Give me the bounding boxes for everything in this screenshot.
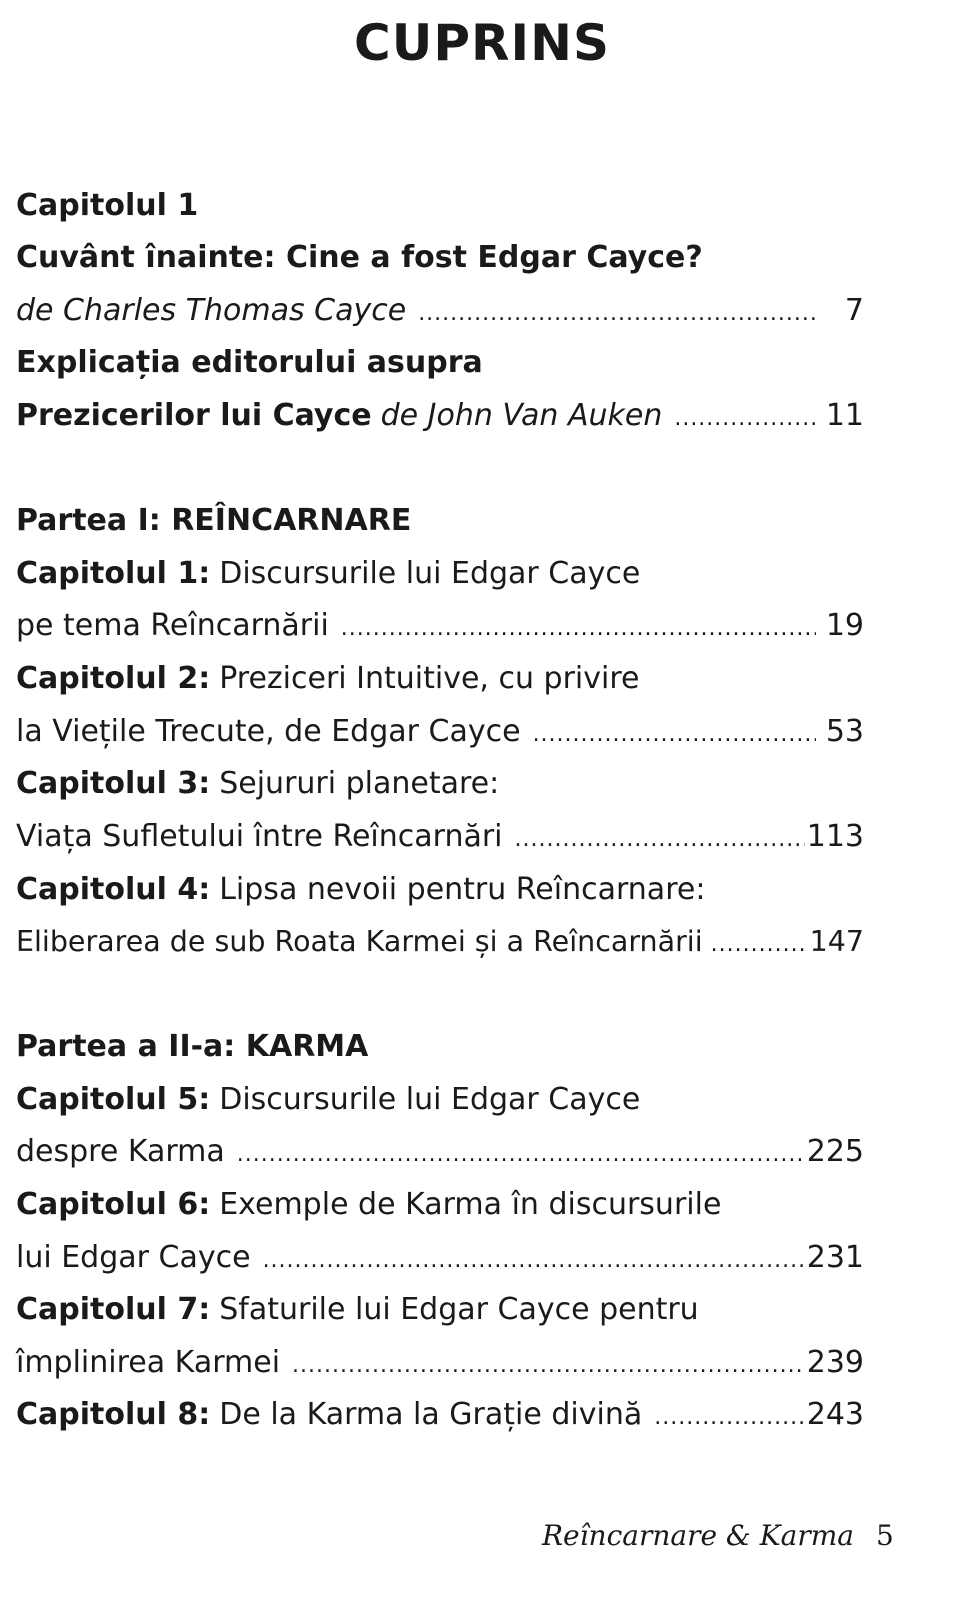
toc-chapter-3-line2[interactable] bbox=[16, 811, 864, 863]
foreword-author: de Charles Thomas Cayce bbox=[16, 293, 407, 328]
toc-chapter-6-line2[interactable] bbox=[16, 1232, 864, 1284]
toc-chapter-1-line1[interactable] bbox=[16, 548, 864, 600]
page-number: 53 bbox=[825, 714, 864, 749]
page-number: 113 bbox=[806, 819, 864, 854]
dot-leader bbox=[674, 393, 816, 445]
toc-chapter-3-line1[interactable] bbox=[16, 758, 864, 810]
part-heading: Partea I: REÎNCARNARE bbox=[16, 503, 412, 538]
editor-note-title: Explicația editorului asupra bbox=[16, 345, 483, 380]
editor-note-subtitle: Prezicerilor lui Cayce bbox=[16, 398, 372, 433]
page-number: 19 bbox=[825, 608, 864, 643]
toc-chapter-2-line2[interactable] bbox=[16, 706, 864, 758]
toc-chapter-5-line1[interactable] bbox=[16, 1074, 864, 1126]
chapter-title-cont: Viața Sufletului între Reîncarnări bbox=[16, 819, 503, 854]
chapter-title-cont: lui Edgar Cayce bbox=[16, 1240, 251, 1275]
toc-chapter-5-line2[interactable] bbox=[16, 1126, 864, 1178]
dot-leader bbox=[654, 1392, 805, 1444]
chapter-label: Capitolul 7: bbox=[16, 1292, 211, 1327]
chapter-title-cont: Eliberarea de sub Roata Karmei și a Reîncarnării bbox=[16, 925, 703, 958]
toc-chapter-6-line1[interactable] bbox=[16, 1179, 864, 1231]
chapter-title-cont: împlinirea Karmei bbox=[16, 1345, 281, 1380]
chapter-title: Sejururi planetare: bbox=[219, 766, 500, 801]
dot-leader bbox=[292, 1340, 805, 1392]
page-number: 225 bbox=[806, 1134, 864, 1169]
dot-leader bbox=[341, 603, 816, 655]
page-number: 243 bbox=[806, 1397, 864, 1432]
dot-leader bbox=[418, 288, 816, 340]
running-footer-title: Reîncarnare & Karma bbox=[541, 1519, 854, 1552]
part1-heading bbox=[16, 495, 864, 547]
chapter-title-cont: despre Karma bbox=[16, 1134, 225, 1169]
dot-leader bbox=[711, 919, 808, 971]
page-number: 147 bbox=[809, 925, 864, 958]
toc-chapter-7-line1[interactable] bbox=[16, 1284, 864, 1336]
dot-leader bbox=[237, 1129, 805, 1181]
editor-note-author: de John Van Auken bbox=[380, 398, 663, 433]
dot-leader bbox=[515, 814, 805, 866]
front-chapter-heading bbox=[16, 180, 864, 232]
chapter-title: Lipsa nevoii pentru Reîncarnare: bbox=[219, 872, 706, 907]
toc-chapter-4-line2[interactable] bbox=[16, 916, 864, 968]
part-heading: Partea a II-a: KARMA bbox=[16, 1029, 369, 1064]
chapter-title: Discursurile lui Edgar Cayce bbox=[219, 556, 641, 591]
toc-chapter-8[interactable] bbox=[16, 1389, 864, 1441]
toc-chapter-1-line2[interactable] bbox=[16, 600, 864, 652]
foreword-title: Cuvânt înainte: Cine a fost Edgar Cayce? bbox=[16, 240, 703, 275]
chapter-title: Exemple de Karma în discursurile bbox=[219, 1187, 722, 1222]
page-number: 7 bbox=[844, 293, 864, 328]
chapter-label: Capitolul 4: bbox=[16, 872, 211, 907]
dot-leader bbox=[533, 709, 816, 761]
toc-entry-foreword[interactable] bbox=[16, 285, 864, 337]
dot-leader bbox=[263, 1235, 805, 1287]
chapter-label: Capitolul 5: bbox=[16, 1082, 211, 1117]
page-title: CUPRINS bbox=[354, 14, 610, 72]
chapter-title-cont: la Viețile Trecute, de Edgar Cayce bbox=[16, 714, 521, 749]
page-number: 231 bbox=[806, 1240, 864, 1275]
chapter-label: Capitolul 8: bbox=[16, 1397, 211, 1432]
chapter-title: Discursurile lui Edgar Cayce bbox=[219, 1082, 641, 1117]
front-chapter-label: Capitolul 1 bbox=[16, 188, 199, 223]
page-number: 11 bbox=[825, 398, 864, 433]
chapter-label: Capitolul 2: bbox=[16, 661, 211, 696]
chapter-label: Capitolul 1: bbox=[16, 556, 211, 591]
toc-chapter-7-line2[interactable] bbox=[16, 1337, 864, 1389]
chapter-title: De la Karma la Grație divină bbox=[219, 1397, 643, 1432]
page-number: 239 bbox=[806, 1345, 864, 1380]
foreword-title-line bbox=[16, 232, 864, 284]
chapter-title-cont: pe tema Reîncarnării bbox=[16, 608, 329, 643]
toc-chapter-2-line1[interactable] bbox=[16, 653, 864, 705]
toc-chapter-4-line1[interactable] bbox=[16, 864, 864, 916]
chapter-label: Capitolul 6: bbox=[16, 1187, 211, 1222]
chapter-title: Sfaturile lui Edgar Cayce pentru bbox=[219, 1292, 699, 1327]
chapter-title: Preziceri Intuitive, cu privire bbox=[219, 661, 640, 696]
folio-page-number: 5 bbox=[876, 1519, 894, 1552]
toc-entry-editor-note[interactable] bbox=[16, 390, 864, 442]
chapter-label: Capitolul 3: bbox=[16, 766, 211, 801]
part2-heading bbox=[16, 1021, 864, 1073]
editor-note-line bbox=[16, 337, 864, 389]
